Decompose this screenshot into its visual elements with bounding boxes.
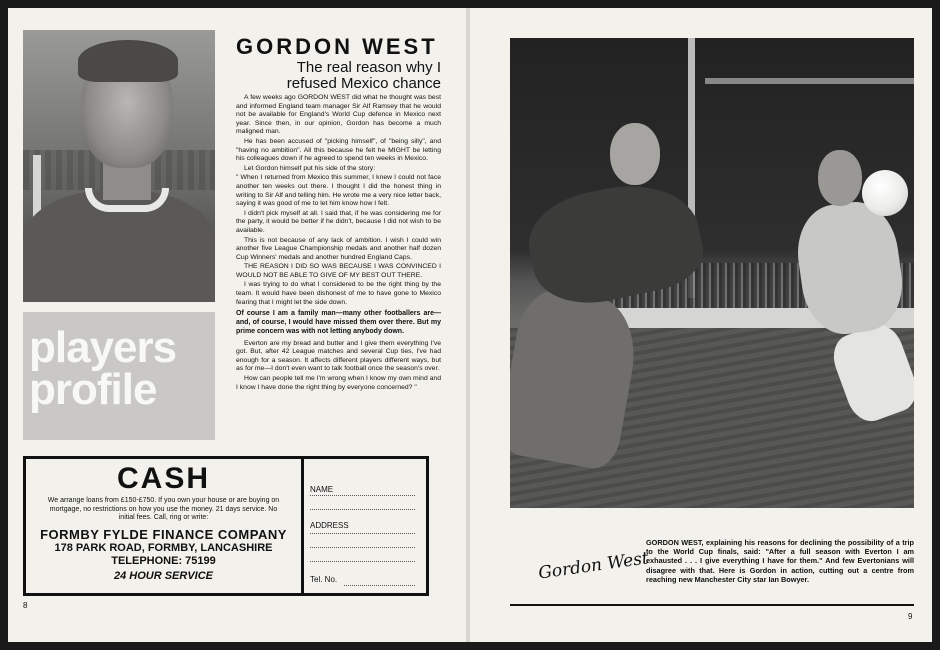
- article-body: [236, 94, 441, 393]
- action-photo: [510, 38, 914, 508]
- advert-title: CASH: [116, 462, 210, 495]
- coupon-address-label: ADDRESS: [310, 521, 349, 530]
- coupon-dotted-line: [310, 533, 415, 534]
- coupon-dotted-line: [310, 547, 415, 548]
- article-paragraph: I was trying to do what I considered to be the right thing by the team. It would have been dishonest of me to have gone to Mexico fearing that I might let the side down.: [236, 281, 441, 306]
- subhead-line-1: The real reason why I: [296, 59, 441, 76]
- coupon-name-label: NAME: [310, 485, 334, 494]
- article-paragraph: A few weeks ago GORDON WEST did what he thought was best and informed England team manager Sir Alf Ramsey that he would not be available for England's World Cup defence in Mexico next year. Since then, in our opinion, Gordon has become a much maligned man.: [236, 94, 441, 136]
- article-paragraph: I didn't pick myself at all. I said that, if he was considering me for the party, it would be better if he didn't, because I did not wish to be available.: [236, 209, 441, 234]
- coupon-name-line: [310, 495, 415, 496]
- gordon-west-portrait: [23, 30, 215, 302]
- right-page: [470, 8, 932, 642]
- page-number-left: 8: [23, 601, 28, 610]
- bottom-rule: [510, 604, 914, 606]
- subhead-line-2: refused Mexico chance: [286, 75, 441, 92]
- article-paragraph: " When I returned from Mexico this summer, I knew I could not face another ten weeks out there. I thought I did the honest thing in writing to Sir Alf and telling him. He wrote me a very nice letter back, saying it was good of me to let him know how I felt.: [236, 174, 441, 208]
- page-number-right: 9: [908, 612, 913, 621]
- advert-blurb: We arrange loans from £150-£750. If you own your house or are buying on mortgage, no restrictions on how you use the money. 21 days service. No initial fees. Call, ring or write:: [47, 497, 280, 521]
- handwritten-signature: Gordon West: [537, 548, 650, 584]
- advert-service: 24 HOUR SERVICE: [113, 569, 214, 582]
- profile-line-2: profile: [29, 365, 157, 414]
- article-paragraph: THE REASON I DID SO WAS BECAUSE I WAS CONVINCED I WOULD NOT BE ABLE TO GIVE OF MY BEST OUT THERE.: [236, 263, 441, 279]
- football: [862, 170, 908, 216]
- profile-line-1: players: [29, 323, 177, 372]
- advert-telephone: TELEPHONE: 75199: [111, 554, 216, 567]
- coupon-tel-line: [344, 585, 415, 586]
- players-profile-box: [23, 312, 215, 440]
- subhead: [236, 60, 441, 92]
- left-page: [8, 8, 466, 642]
- article-paragraph: Everton are my bread and butter and I give them everything I've got. But, after 42 League matches and several Cup ties, I've had enough for a season. It affects different players different ways, but as for me—I don't even want to talk football once the season's over.: [236, 339, 441, 373]
- cash-advert: [23, 456, 429, 596]
- coupon-dotted-line: [310, 509, 415, 510]
- article-paragraph: This is not because of any lack of ambition. I wish I could win another five League Championship medals and another half dozen Cup Winners' medals and another hundred England Caps.: [236, 236, 441, 261]
- advert-company: FORMBY FYLDE FINANCE COMPANY: [40, 526, 287, 542]
- article-paragraph: He has been accused of "picking himself", of "being silly", and "having no ambition". All this because he felt he MIGHT be letting his colleagues down if he agreed to spend ten weeks in Mexico.: [236, 137, 441, 163]
- article-bold-paragraph: Of course I am a family man—many other footballers are—and, of course, I would have missed them over there. But my prime concern was with not letting anybody down.: [236, 310, 441, 335]
- coupon-dotted-line: [310, 561, 415, 562]
- article-paragraph: How can people tell me I'm wrong when I know my own mind and I know I have done the right thing by everyone concerned? ": [236, 375, 441, 391]
- advert-text: [26, 459, 304, 593]
- headline: GORDON WEST: [236, 34, 438, 59]
- advert-address: 178 PARK ROAD, FORMBY, LANCASHIRE: [54, 541, 273, 554]
- photo-caption: GORDON WEST, explaining his reasons for declining the possibility of a trip to the World Cup finals, said: "After a full season with Everton I am exhausted . . . I give everything I have for them." And few Evertonians will disagree with that. Here is Gordon in action, cutting out a centre from reaching new Manchester City star Ian Bowyer.: [646, 538, 914, 584]
- coupon-tel-label: Tel. No.: [310, 575, 338, 584]
- article-paragraph: Let Gordon himself put his side of the story:: [244, 164, 376, 172]
- caption-area: [510, 512, 914, 600]
